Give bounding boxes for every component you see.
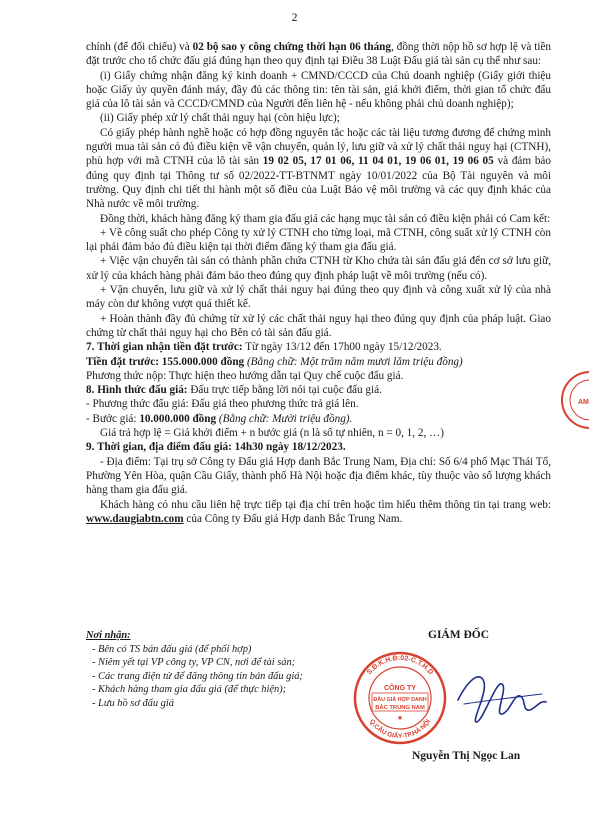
license-paragraph: [86, 126, 551, 212]
recipients-block: [86, 629, 346, 711]
page-number: 2: [291, 10, 298, 24]
commitment-1: + Về công suất cho phép Công ty xử lý CTNH cho từng loại, mã CTNH, công suất xử lý CTNH còn lại phải đảm bảo đủ điều kiện tại thời điểm đăng ký tham gia đấu giá.: [86, 226, 551, 254]
recipients-title: Nơi nhận:: [86, 630, 131, 641]
page-edge-stamp: [556, 370, 589, 430]
section-8-text: Đấu trực tiếp bằng lời nói tại cuộc đấu giá.: [187, 384, 382, 397]
svg-text:★: ★: [396, 714, 404, 722]
recipient-item: - Lưu hồ sơ đấu giá: [92, 697, 174, 709]
commitment-2: + Việc vận chuyển tài sản có thành phần chứa CTNH từ Kho chứa tài sản đấu giá đến cơ sở lưu giữ, xử lý của khách hàng phải đảm bảo theo đúng quy định pháp luật về môi trường (nếu có).: [86, 255, 551, 282]
auction-method: - Phương thức đấu giá: Đấu giá theo phương thức trả giá lên.: [86, 398, 359, 411]
commitment-3: + Vận chuyển, lưu giữ và xử lý chất thải nguy hại đúng theo quy định và công xuất xử lý của nhà máy còn dư không vượt quá thiết kế.: [86, 284, 551, 311]
seal-line-2: ĐẤU GIÁ HỢP DANH: [373, 697, 427, 703]
deposit-amount: Tiền đặt trước: 155.000.000 đồng: [86, 355, 245, 368]
contact-text-a: Khách hàng có nhu cầu liên hệ trực tiếp tại địa chỉ trên hoặc tìm hiểu thêm thông tin tại trang web:: [100, 498, 551, 511]
svg-text:S.Đ.K.H.Đ:02-C.T.H.D: [366, 655, 434, 676]
section-7: [86, 340, 551, 354]
item-ii: (ii) Giấy phép xử lý chất thải nguy hại (còn hiệu lực);: [100, 112, 340, 125]
item-i: (i) Giấy chứng nhận đăng ký kinh doanh + CMND/CCCD của Chủ doanh nghiệp (Giấy giới thiệu hoặc Giấy ủy quyền đánh máy, đầy đủ các thông tin: tên tài sản, giá khởi điểm, thời gian tổ chức đấu giá của lô tài sản và CCCD/CMND của Người đến liên hệ - nếu không phải chủ doanh nghiệp);: [86, 69, 551, 111]
document-body: [86, 40, 551, 526]
bid-step-amount: 10.000.000 đồng: [139, 412, 217, 425]
bid-step-label: - Bước giá:: [86, 412, 140, 425]
company-seal: [352, 650, 448, 746]
commitment-4: + Hoàn thành đầy đủ chứng từ xử lý các chất thải nguy hại theo đúng quy định của pháp luật. Giao chứng từ chất thải nguy hại cho Bên có tài sản đấu giá.: [86, 312, 551, 339]
commitment-intro: Đồng thời, khách hàng đăng ký tham gia đấu giá các hạng mục tài sản có điều kiện phải có Cam kết:: [100, 212, 551, 225]
contact-paragraph: [86, 498, 551, 527]
signer-title: GIÁM ĐỐC: [428, 629, 490, 641]
section-7-text: Từ ngày 13/12 đến 17h00 ngày 15/12/2023.: [242, 341, 442, 354]
recipient-item: - Bên có TS bán đấu giá (để phối hợp): [92, 643, 252, 655]
svg-text:AM: AM: [578, 399, 589, 406]
recipient-item: - Khách hàng tham gia đấu giá (để thực hiện);: [92, 684, 287, 696]
handwritten-signature: [450, 660, 550, 740]
recipient-item: - Niêm yết tại VP công ty, VP CN, nơi để tài sản;: [92, 657, 296, 669]
seal-line-3: BẮC TRUNG NAM: [375, 705, 425, 711]
contact-text-b: của Công ty Đấu giá Hợp danh Bắc Trung Nam.: [183, 512, 403, 525]
deposit-words: (Bằng chữ: Một trăm năm mươi lăm triệu đồng): [244, 355, 463, 368]
section-8: [86, 383, 551, 397]
signer-name: Nguyễn Thị Ngọc Lan: [412, 750, 521, 762]
section-8-heading: 8. Hình thức đấu giá:: [86, 384, 188, 397]
seal-ring-text: S.Đ.K.H.Đ:02-C.T.H.D: [365, 654, 435, 677]
seal-line-1: CÔNG TY: [384, 685, 416, 692]
deposit-line: [86, 355, 551, 369]
license-text-a: Có giấy phép hành nghề hoặc có hợp đồng nguyên tắc hoặc các tài liệu tương đương để chứng minh người mua tài sản có đủ điều kiện về vận chuyển, quản lý, lưu giữ và xử lý chất thải nguy hại (CTNH), phù hợp với mã CTNH của lô tài sản: [86, 126, 551, 168]
auction-location: - Địa điểm: Tại trụ sở Công ty Đấu giá Hợp danh Bắc Trung Nam, Địa chỉ: Số 6/4 phố Mạc Thái Tổ, Phường Yên Hòa, quận Cầu Giấy, thành phố Hà Nội hoặc địa điểm khác, tùy thuộc vào số lượng khách hàng tham gia đấu giá.: [86, 455, 551, 497]
license-text-b: và đảm bảo đúng quy định tại Thông tư số 02/2022-TT-BTNMT ngày 10/01/2022 của Bộ Tài nguyên và môi trường. Quy định chi tiết thi hành một số điều của Luật Bảo vệ môi trường và các quy định khác của Nhà nước về môi trường.: [86, 155, 551, 211]
recipient-item: - Các trang điện tử để đăng thông tin bán đấu giá;: [92, 670, 303, 682]
intro-text-a: chính (để đối chiếu) và: [86, 41, 193, 53]
section-9-heading: 9. Thời gian, địa điểm đấu giá: 14h30 ngày 18/12/2023.: [86, 441, 346, 454]
ctnh-codes: 19 02 05, 17 01 06, 11 04 01, 19 06 01, 19 06 05: [262, 155, 494, 168]
website-link[interactable]: www.daugiabtn.com: [86, 512, 184, 525]
section-7-heading: 7. Thời gian nhận tiền đặt trước:: [86, 341, 243, 354]
intro-text-c: , đồng thời nộp hồ sơ hợp lệ và tiền đặt trước cho tổ chức đấu giá đúng hạn theo quy định tại Điều 38 Luật Đấu giá tài sản cụ thể như sau:: [86, 41, 552, 68]
intro-text-bold: 02 bộ sao y công chứng thời hạn 06 tháng: [192, 41, 392, 53]
seal-bottom-text: Q.CẦU GIẤY-TP.HÀ NỘI: [367, 718, 433, 741]
bid-step-words: (Bằng chữ: Mười triệu đồng).: [216, 412, 353, 425]
intro-paragraph: [86, 40, 551, 69]
bid-step: [86, 412, 551, 426]
valid-price-formula: Giá trả hợp lệ = Giá khởi điểm + n bước giá (n là số tự nhiên, n = 0, 1, 2, …): [100, 427, 444, 440]
deposit-method: Phương thức nộp: Thực hiện theo hướng dẫn tại Quy chế cuộc đấu giá.: [86, 369, 404, 382]
